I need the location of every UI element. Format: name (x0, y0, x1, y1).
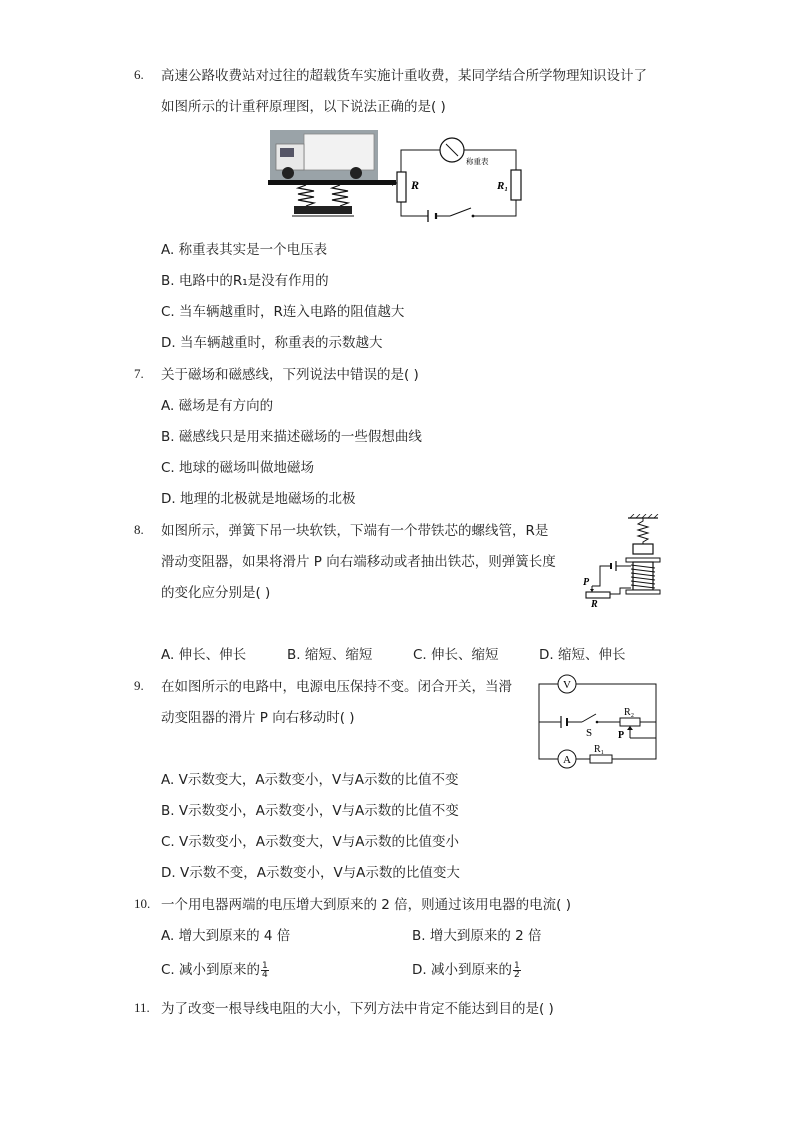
option-d[interactable] (412, 961, 521, 979)
voltmeter-label: V (563, 679, 571, 691)
option-c[interactable] (161, 961, 269, 979)
rheostat-r (397, 172, 406, 202)
question-number: 8. (134, 522, 144, 537)
fraction-numerator: 1 (513, 960, 520, 971)
question-number: 10. (134, 896, 151, 911)
spring (638, 518, 648, 544)
fraction-denominator: 4 (262, 969, 268, 980)
fraction (261, 962, 269, 979)
ammeter-label: A (563, 754, 571, 766)
option-b[interactable]: B. 缩短、缩短 (287, 647, 373, 663)
fraction-numerator: 1 (262, 960, 268, 971)
truck-cargo-box (304, 134, 374, 170)
option-a[interactable]: A. V示数变大，A示数变小，V与A示数的比值不变 (161, 772, 459, 788)
option-a[interactable]: A. 磁场是有方向的 (161, 398, 274, 414)
r2-label: R₂ (624, 707, 635, 718)
slider-arrow (627, 726, 633, 730)
scale-platform (268, 180, 396, 185)
scale-base (294, 206, 352, 214)
solenoid-base (626, 590, 660, 594)
question-stem: 高速公路收费站对过往的超载货车实施计重收费，某同学结合所学物理知识设计了 (161, 68, 647, 84)
wire (401, 150, 440, 172)
option-d[interactable]: D. 当车辆越重时，称重表的示数越大 (161, 335, 383, 351)
option-c[interactable]: C. 地球的磁场叫做地磁场 (161, 460, 315, 476)
option-c[interactable]: C. V示数变小，A示数变大，V与A示数的比值变小 (161, 834, 459, 850)
question-number: 11. (134, 1000, 150, 1015)
option-a[interactable]: A. 伸长、伸长 (161, 647, 247, 663)
r1-label: R₁ (497, 180, 509, 192)
option-d[interactable]: D. 地理的北极就是地磁场的北极 (161, 491, 356, 507)
r-label: R (411, 178, 420, 192)
truck-window (280, 148, 294, 157)
r1-label: R₁ (594, 744, 605, 755)
option-c-text: C. 减小到原来的 (161, 962, 261, 978)
option-b[interactable]: B. 磁感线只是用来描述磁场的一些假想曲线 (161, 429, 422, 445)
option-d[interactable]: D. V示数不变，A示数变小，V与A示数的比值变大 (161, 865, 460, 881)
question-stem: 的变化应分别是( ) (161, 585, 271, 601)
wire (401, 202, 428, 216)
wire (592, 566, 611, 586)
r-label: R (591, 599, 598, 608)
option-c[interactable]: C. 当车辆越重时，R连入电路的阻值越大 (161, 304, 405, 320)
question-stem: 在如图所示的电路中，电源电压保持不变。闭合开关，当滑 (161, 679, 512, 695)
option-a[interactable]: A. 增大到原来的 4 倍 (161, 928, 291, 944)
spring (332, 185, 348, 206)
fraction (513, 962, 521, 979)
fraction-denominator: 2 (513, 969, 520, 980)
option-d[interactable]: D. 缩短、伸长 (539, 647, 626, 663)
switch-contact (472, 215, 475, 218)
option-c[interactable]: C. 伸长、缩短 (413, 647, 499, 663)
question-stem: 动变阻器的滑片 P 向右移动时( ) (161, 710, 355, 726)
meter-label: 称重表 (466, 157, 489, 166)
option-b[interactable]: B. V示数变小，A示数变小，V与A示数的比值不变 (161, 803, 459, 819)
soft-iron (633, 544, 653, 554)
spring (298, 185, 314, 206)
p-label: P (583, 577, 590, 588)
truck-wheel (282, 167, 294, 179)
option-d-text: D. 减小到原来的 (412, 962, 512, 978)
question-number: 6. (134, 67, 144, 82)
question-number: 9. (134, 678, 144, 693)
rheostat-r2 (620, 718, 640, 726)
rheostat (586, 592, 610, 598)
switch-label: S (586, 727, 593, 739)
question-stem: 如图所示，弹簧下吊一块软铁，下端有一个带铁芯的螺线管，R是 (161, 523, 549, 539)
switch-lever (450, 208, 471, 216)
weighing-scale-figure (268, 128, 528, 224)
question-stem: 滑动变阻器，如果将滑片 P 向右端移动或者抽出铁芯，则弹簧长度 (161, 554, 556, 570)
circuit-figure (534, 672, 660, 772)
p-label: P (618, 730, 625, 741)
question-stem: 一个用电器两端的电压增大到原来的 2 倍，则通过该用电器的电流( ) (161, 897, 571, 913)
question-number: 7. (134, 366, 144, 381)
wire (473, 200, 516, 216)
question-stem: 关于磁场和磁感线，下列说法中错误的是( ) (161, 367, 419, 383)
option-a[interactable]: A. 称重表其实是一个电压表 (161, 242, 328, 258)
resistor-r1 (590, 755, 612, 763)
truck-wheel (350, 167, 362, 179)
switch-lever (582, 714, 596, 722)
resistor-r1 (511, 170, 521, 200)
question-stem: 为了改变一根导线电阻的大小，下列方法中肯定不能达到目的是( ) (161, 1001, 554, 1017)
solenoid-figure (580, 514, 666, 608)
option-b[interactable]: B. 电路中的R₁是没有作用的 (161, 273, 329, 289)
question-stem: 如图所示的计重秤原理图，以下说法正确的是( ) (161, 99, 446, 115)
option-b[interactable]: B. 增大到原来的 2 倍 (412, 928, 542, 944)
